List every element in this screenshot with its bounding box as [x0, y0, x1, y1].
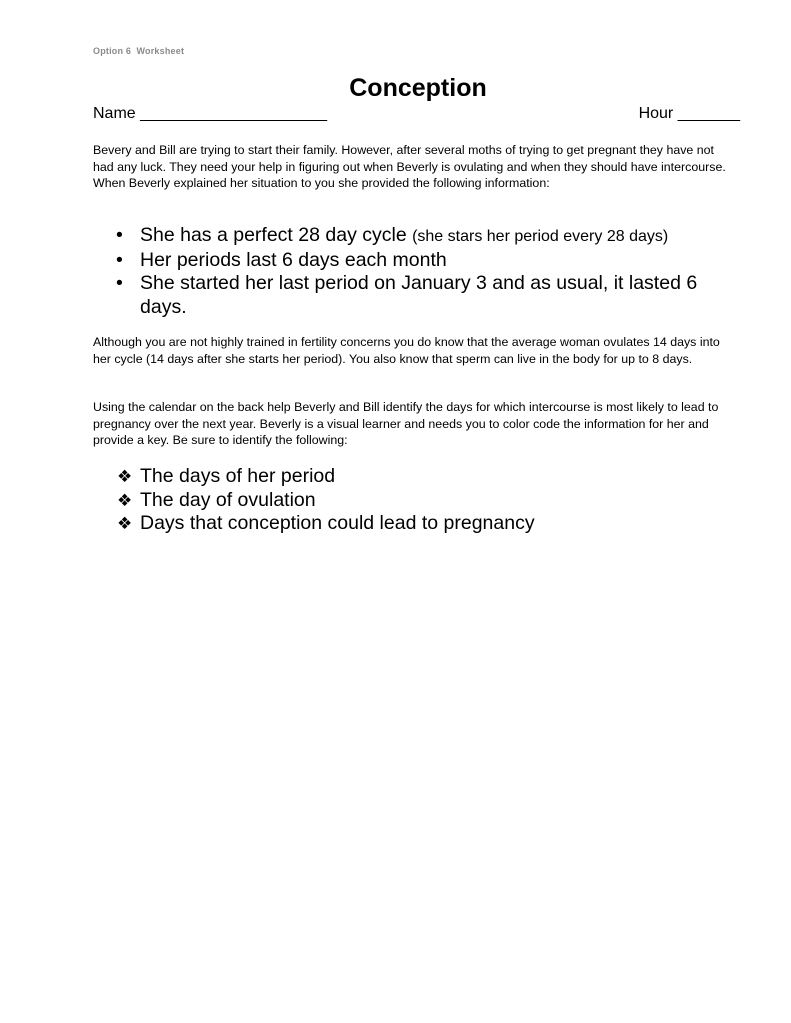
hour-field: Hour _______: [638, 105, 740, 122]
diamond-icon: ❖: [117, 490, 133, 510]
list-item: [116, 224, 746, 249]
list-item: [116, 489, 746, 513]
identify-text: The day of ovulation: [140, 488, 316, 511]
bullet-icon: •: [116, 248, 123, 271]
list-item: [116, 465, 746, 489]
page-title: Conception: [349, 74, 487, 102]
diamond-icon: ❖: [117, 467, 133, 486]
fact-text: Her periods last 6 days each month: [140, 248, 447, 271]
header-label: Option 6 Worksheet: [93, 46, 185, 56]
name-field: Name _____________________: [93, 105, 327, 122]
fact-text: She started her last period on January 3 and as usual, it lasted 6 days.: [140, 272, 698, 318]
identify-list: [116, 465, 746, 536]
list-item: [116, 512, 746, 536]
knowledge-paragraph: Although you are not highly trained in fertility concerns you do know that the average woman ovulates 14 days into her cycle (14 days after she starts her period). You also know that sperm can live in the body for up to 8 days.: [93, 335, 720, 366]
instructions-paragraph: Using the calendar on the back help Beverly and Bill identify the days for which intercourse is most likely to lead to pregnancy over the next year. Beverly is a visual learner and needs you to color code the information for her and provide a key. Be sure to identify the following:: [93, 400, 719, 448]
bullet-icon: •: [116, 224, 123, 246]
identify-text: The days of her period: [140, 465, 336, 487]
diamond-icon: ❖: [117, 514, 133, 533]
intro-paragraph: Bevery and Bill are trying to start their family. However, after several moths of trying to get pregnant they have not had any luck. They need your help in figuring out when Beverly is ovulating and when they should have intercourse. When Beverly explained her situation to you she provided the following information:: [93, 143, 726, 191]
fact-note: (she stars her period every 28 days): [412, 228, 669, 245]
list-item: [116, 272, 746, 319]
facts-list: [116, 224, 746, 319]
list-item: [116, 249, 746, 273]
identify-text: Days that conception could lead to pregnancy: [140, 512, 535, 534]
bullet-icon: •: [116, 272, 123, 294]
fact-text: She has a perfect 28 day cycle: [140, 224, 413, 246]
